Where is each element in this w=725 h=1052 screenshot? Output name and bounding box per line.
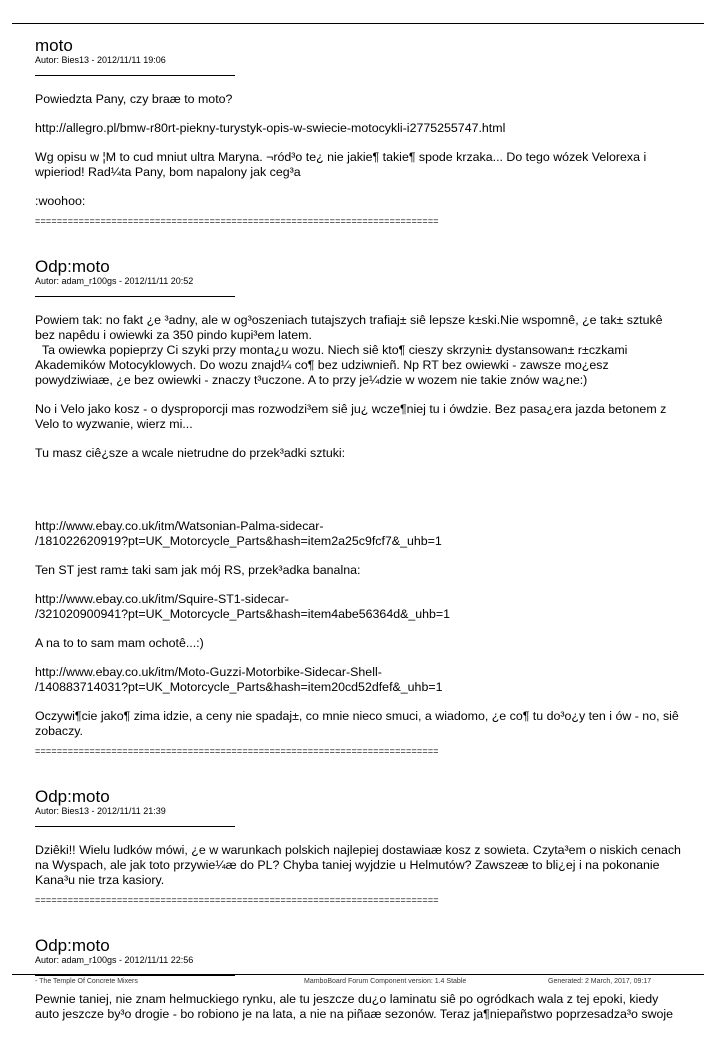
post-title: Odp:moto [35, 936, 110, 955]
post-paragraph: Powiem tak: no fakt ¿e ³adny, ale w og³oszeniach tutajszych trafiaj± siê lepsze k±ski.Nie wspomnê, ¿e tak± sztukê bez napêdu i owiewki za 350 pindo kupi³em latem. Ta owiewka popieprzy Ci szyki przy monta¿u wozu. Niech siê kto¶ cieszy skrzyni± dystansowan± r±czkami Akademików Motocyklowych. Do wozu znajd¼ co¶ bez udziwnieñ. Np RT bez owiewki - zawsze mo¿esz powydziwiaæ, ¿e bez owiewki - znaczy t³uczone. A to przy je¼dzie w wozem nie takie znów wa¿ne:) [35, 313, 663, 387]
post-author-meta: Autor: Bies13 - 2012/11/11 19:06 [35, 55, 166, 65]
post-separator: ========================================================================== [35, 895, 439, 905]
post-paragraph: Wg opisu w ¦M to cud mniut ultra Maryna. ¬ród³o te¿ nie jakie¶ takie¶ spode krzaka... Do tego wózek Velorexa i wpieriod! Rad¼ta Pany, bom napalony jak ceg³a [35, 150, 650, 179]
post-title: Odp:moto [35, 787, 110, 806]
post-link[interactable]: http://www.ebay.co.uk/itm/Watsonian-Palma-sidecar- /181022620919?pt=UK_Motorcycle_Parts&hash=item2a25c9fcf7&_uhb=1 [35, 519, 442, 548]
meta-divider [35, 826, 235, 827]
post-separator: ========================================================================== [35, 216, 439, 226]
post-paragraph: Dziêki!! Wielu ludków mówi, ¿e w warunkach polskich najlepiej dostawiaæ kosz z sowieta. Czyta³em o niskich cenach na Wyspach, ale jak toto przywie¼æ do PL? Chyba taniej wyjdzie u Helmutów? Zawszeæ to bli¿ej i na pokonanie Kana³u nie trza kasiory. [35, 843, 685, 887]
post-separator: ========================================================================== [35, 746, 439, 756]
post-author-meta: Autor: adam_r100gs - 2012/11/11 22:56 [35, 955, 194, 965]
post-paragraph: Pewnie taniej, nie znam helmuckiego rynku, ale tu jeszcze du¿o laminatu siê po ogródkach wala z tej epoki, kiedy auto jeszcze by³o drogie - bo robiono je na lata, a nie na piñaæ sezonów. Teraz ja¶niepañstwo poprzesadza³o swoje [35, 992, 674, 1021]
post-title: Odp:moto [35, 257, 110, 276]
footer-rule [12, 974, 704, 975]
meta-divider [35, 75, 235, 76]
post [35, 257, 685, 757]
post [35, 36, 685, 227]
top-rule [12, 23, 704, 24]
meta-divider [35, 975, 235, 976]
post-link[interactable]: http://www.ebay.co.uk/itm/Squire-ST1-sidecar- /321020900941?pt=UK_Motorcycle_Parts&hash=item4abe56364d&_uhb=1 [35, 592, 451, 621]
footer-component-version: MamboBoard Forum Component version: 1.4 Stable [304, 978, 467, 985]
post-link[interactable]: http://www.ebay.co.uk/itm/Moto-Guzzi-Motorbike-Sidecar-Shell- /140883714031?pt=UK_Motorcycle_Parts&hash=item20cd52dfef&_uhb=1 [35, 665, 443, 694]
footer-generated-date: Generated: 2 March, 2017, 09:17 [548, 978, 652, 985]
post-paragraph: Ten ST jest ram± taki sam jak mój RS, przek³adka banalna: [35, 563, 361, 577]
post-paragraph: Oczywi¶cie jako¶ zima idzie, a ceny nie spadaj±, co mnie nieco smuci, a wiadomo, ¿e co¶ tu do³o¿y ten i ów - no, siê zobaczy. [35, 709, 683, 738]
post-paragraph: Powiedzta Pany, czy braæ to moto? [35, 92, 233, 106]
post-paragraph: :woohoo: [35, 194, 86, 208]
meta-divider [35, 296, 235, 297]
post [35, 787, 685, 906]
thread-content [35, 36, 685, 1052]
post-paragraph: No i Velo jako kosz - o dysproporcji mas rozwodzi³em siê ju¿ wcze¶niej tu i ówdzie. Bez pasa¿era jazda betonem z Velo to wyzwanie, wierz mi... [35, 402, 670, 431]
post-author-meta: Autor: adam_r100gs - 2012/11/11 20:52 [35, 276, 194, 286]
post-title: moto [35, 36, 73, 55]
footer-site-name: - The Temple Of Concrete Mixers [35, 978, 138, 985]
post-link[interactable]: http://allegro.pl/bmw-r80rt-piekny-turystyk-opis-w-swiecie-motocykli-i2775255747.html [35, 121, 506, 135]
post-author-meta: Autor: Bies13 - 2012/11/11 21:39 [35, 806, 166, 816]
post-paragraph: A na to to sam mam ochotê...:) [35, 636, 204, 650]
post-paragraph: Tu masz ciê¿sze a wcale nietrudne do przek³adki sztuki: [35, 446, 346, 460]
